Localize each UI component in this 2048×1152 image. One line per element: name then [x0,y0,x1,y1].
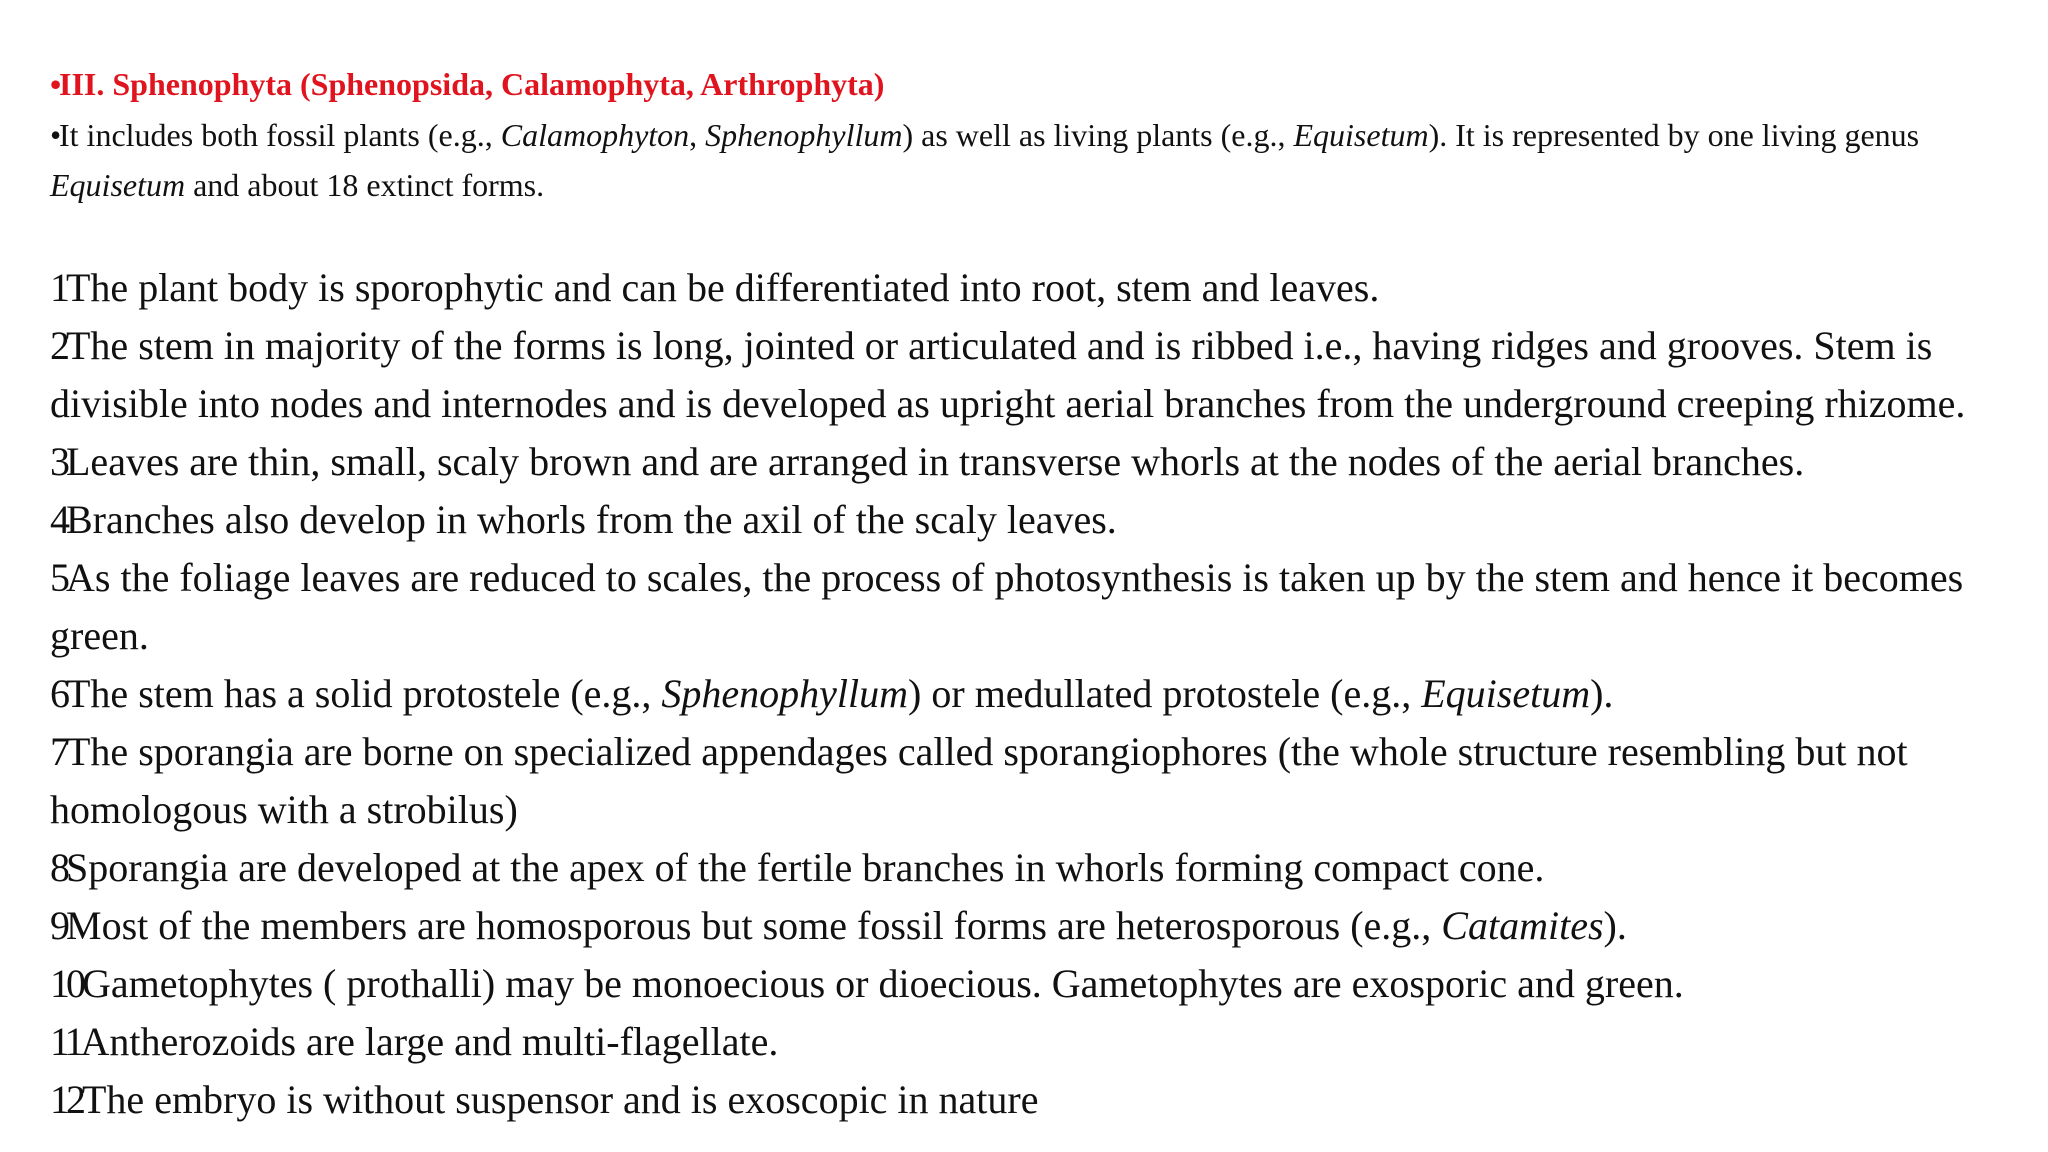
slide-content [50,60,2030,1129]
list-item [50,723,2030,839]
item-genus: Catamites [1441,903,1604,948]
item-text: ). [1590,671,1614,716]
intro-genus: Calamophyton [500,117,690,153]
item-text: ). [1603,903,1627,948]
section-heading [50,60,2030,108]
item-number: 6 [50,671,66,716]
item-text: The stem in majority of the forms is long, jointed or articulated and is ribbed i.e., having ridges and grooves. Stem is divisible into nodes and internodes and is developed as upright aerial branches from the underground creeping rhizome. [50,323,1966,426]
item-genus: Sphenophyllum [661,671,909,716]
item-number: 10 [50,961,82,1006]
heading-bullet: • [50,66,62,102]
list-item [50,317,2030,433]
intro-text: ) as well as living plants (e.g., [902,117,1294,153]
item-genus: Equisetum [1421,671,1591,716]
item-text: The plant body is sporophytic and can be differentiated into root, stem and leaves. [66,265,1380,310]
item-text: The embryo is without suspensor and is exoscopic in nature [82,1077,1039,1122]
intro-genus: Equisetum [50,167,186,203]
item-number: 7 [50,729,66,774]
item-number: 1 [50,265,66,310]
item-number: 8 [50,845,66,890]
list-item [50,665,2030,723]
list-item [50,491,2030,549]
item-number: 12 [50,1077,82,1122]
intro-genus: Sphenophyllum [705,117,903,153]
intro-text: and about 18 extinct forms. [185,167,545,203]
intro-genus: Equisetum [1293,117,1429,153]
list-item [50,955,2030,1013]
item-text: Leaves are thin, small, scaly brown and are arranged in transverse whorls at the nodes of the aerial branches. [66,439,1805,484]
list-item [50,1071,2030,1129]
intro-bullet: • [50,117,62,153]
heading-text: III. Sphenophyta (Sphenopsida, Calamophyta, Arthrophyta) [59,66,885,102]
item-text: Branches also develop in whorls from the axil of the scaly leaves. [66,497,1117,542]
list-item [50,897,2030,955]
item-number: 3 [50,439,66,484]
item-number: 9 [50,903,66,948]
list-item [50,433,2030,491]
list-item [50,549,2030,665]
item-text: The sporangia are borne on specialized appendages called sporangiophores (the whole structure resembling but not homologous with a strobilus) [50,729,1908,832]
item-number: 2 [50,323,66,368]
characteristics-list [50,259,2030,1129]
item-number: 5 [50,555,66,600]
intro-text: It includes both fossil plants (e.g., [59,117,501,153]
item-text: As the foliage leaves are reduced to scales, the process of photosynthesis is taken up by the stem and hence it becomes green. [50,555,1964,658]
intro-text: , [689,117,706,153]
item-text: The stem has a solid protostele (e.g., [66,671,662,716]
intro-text: ). It is represented by one living genus [1428,117,1920,153]
list-item [50,839,2030,897]
intro-paragraph [50,110,2030,210]
item-number: 11 [50,1019,81,1064]
item-text: Gametophytes ( prothalli) may be monoecious or dioecious. Gametophytes are exosporic and green. [82,961,1684,1006]
item-text: ) or medullated protostele (e.g., [908,671,1422,716]
item-number: 4 [50,497,66,542]
list-item [50,1013,2030,1071]
item-text: Sporangia are developed at the apex of the fertile branches in whorls forming compact cone. [66,845,1545,890]
item-text: Antherozoids are large and multi-flagellate. [80,1019,779,1064]
list-item [50,259,2030,317]
item-text: Most of the members are homosporous but some fossil forms are heterosporous (e.g., [66,903,1442,948]
